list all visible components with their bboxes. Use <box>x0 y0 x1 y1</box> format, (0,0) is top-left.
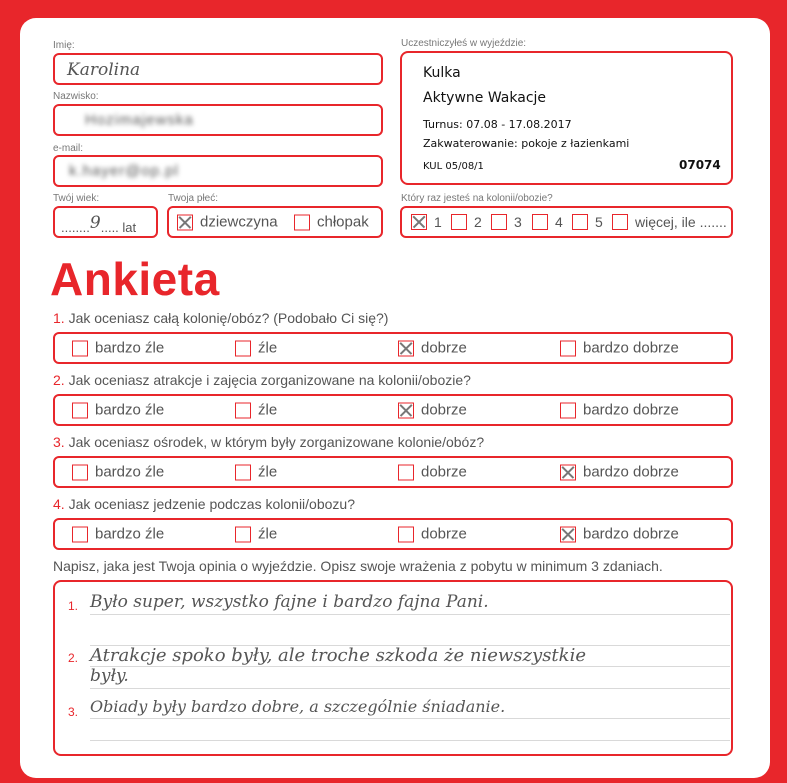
nazwisko-value: Hozimajewska <box>85 111 194 129</box>
trip-turnus: Turnus: 07.08 - 17.08.2017 <box>423 118 572 131</box>
checkbox[interactable] <box>235 464 251 480</box>
trip-zakwaterowanie: Zakwaterowanie: pokoje z łazienkami <box>423 137 630 150</box>
ktory-field <box>400 206 733 238</box>
email-field[interactable] <box>53 155 383 187</box>
checkbox[interactable] <box>560 340 576 356</box>
opinion-num-1: 1. <box>68 599 79 613</box>
imie-label: Imię: <box>53 40 75 51</box>
checkbox-checked[interactable] <box>411 214 427 230</box>
q3-bardzo-zle[interactable]: bardzo źle <box>72 464 164 481</box>
checkbox[interactable] <box>398 464 414 480</box>
wiek-field[interactable] <box>53 206 158 238</box>
q4-bardzo-dobrze[interactable]: bardzo dobrze <box>560 526 679 543</box>
checkbox-checked[interactable] <box>398 402 414 418</box>
checkbox[interactable] <box>560 402 576 418</box>
checkbox[interactable] <box>72 340 88 356</box>
rule-line <box>90 688 730 689</box>
question-3: 3. Jak oceniasz ośrodek, w którym były zorganizowane kolonie/obóz? <box>53 434 485 450</box>
opinion-prompt: Napisz, jaka jest Twoja opinia o wyjeździe. Opisz swoje wrażenia z pobytu w minimum 3 zdaniach. <box>53 558 663 574</box>
nazwisko-field[interactable] <box>53 104 383 136</box>
q3-zle[interactable]: źle <box>235 464 277 481</box>
answer-row-1 <box>53 332 733 364</box>
opinion-answer-3: Obiady były bardzo dobre, a szczególnie śniadanie. <box>90 697 506 716</box>
ktory-opt-wiecej[interactable]: więcej, ile ....... <box>612 214 727 230</box>
nazwisko-label: Nazwisko: <box>53 91 99 102</box>
checkbox[interactable] <box>72 402 88 418</box>
plec-field <box>167 206 383 238</box>
wiek-label: Twój wiek: <box>53 193 100 204</box>
answer-row-4 <box>53 518 733 550</box>
q3-dobrze[interactable]: dobrze <box>398 464 467 481</box>
trip-box <box>400 51 733 185</box>
rule-line <box>90 718 730 719</box>
checkbox[interactable] <box>235 526 251 542</box>
q1-dobrze[interactable]: dobrze <box>398 340 467 357</box>
q4-zle[interactable]: źle <box>235 526 277 543</box>
question-1: 1. Jak oceniasz całą kolonię/obóz? (Podobało Ci się?) <box>53 310 389 326</box>
q4-dobrze[interactable]: dobrze <box>398 526 467 543</box>
wiek-value: 9 <box>89 213 101 233</box>
checkbox[interactable] <box>235 402 251 418</box>
q1-bardzo-zle[interactable]: bardzo źle <box>72 340 164 357</box>
answer-row-2 <box>53 394 733 426</box>
checkbox[interactable] <box>572 214 588 230</box>
checkbox[interactable] <box>72 526 88 542</box>
checkbox[interactable] <box>491 214 507 230</box>
answer-row-3 <box>53 456 733 488</box>
opinion-num-2: 2. <box>68 651 79 665</box>
checkbox[interactable] <box>612 214 628 230</box>
opinion-answer-2b: były. <box>90 666 129 686</box>
trip-line2: Aktywne Wakacje <box>423 90 547 106</box>
q2-bardzo-zle[interactable]: bardzo źle <box>72 402 164 419</box>
wiek-suffix: ..... lat <box>100 220 137 235</box>
checkbox[interactable] <box>72 464 88 480</box>
ktory-opt-5[interactable]: 5 <box>572 214 603 230</box>
email-label: e-mail: <box>53 143 84 154</box>
q1-zle[interactable]: źle <box>235 340 277 357</box>
page-title: Ankieta <box>50 253 220 305</box>
checkbox-checked[interactable] <box>560 526 576 542</box>
opinion-num-3: 3. <box>68 705 79 719</box>
trip-label: Uczestniczyłeś w wyjeździe: <box>401 38 527 49</box>
ktory-opt-2[interactable]: 2 <box>451 214 482 230</box>
trip-line1: Kulka <box>423 65 461 81</box>
rule-line <box>90 614 730 615</box>
ktory-opt-1[interactable]: 1 <box>411 214 442 230</box>
plec-chlopak[interactable]: chłopak <box>294 214 369 231</box>
checkbox[interactable] <box>398 526 414 542</box>
q2-dobrze[interactable]: dobrze <box>398 402 467 419</box>
checkbox[interactable] <box>294 214 310 230</box>
checkbox[interactable] <box>532 214 548 230</box>
ktory-label: Który raz jesteś na kolonii/obozie? <box>401 193 553 204</box>
checkbox[interactable] <box>451 214 467 230</box>
ktory-opt-4[interactable]: 4 <box>532 214 563 230</box>
opinion-answer-2: Atrakcje spoko były, ale troche szkoda że niewszystkie <box>90 645 586 666</box>
q3-bardzo-dobrze[interactable]: bardzo dobrze <box>560 464 679 481</box>
checkbox-checked[interactable] <box>398 340 414 356</box>
q1-bardzo-dobrze[interactable]: bardzo dobrze <box>560 340 679 357</box>
trip-kod: KUL 05/08/1 <box>423 161 484 172</box>
question-4: 4. Jak oceniasz jedzenie podczas kolonii/obozu? <box>53 496 355 512</box>
ktory-opt-3[interactable]: 3 <box>491 214 522 230</box>
rule-line <box>90 666 730 667</box>
opinion-answer-1: Było super, wszystko fajne i bardzo fajna Pani. <box>90 592 489 612</box>
checkbox-checked[interactable] <box>177 214 193 230</box>
q2-zle[interactable]: źle <box>235 402 277 419</box>
rule-line <box>90 740 730 741</box>
plec-label: Twoja płeć: <box>168 193 219 204</box>
email-value: k.hayer@op.pl <box>69 162 179 180</box>
imie-value: Karolina <box>67 60 141 80</box>
plec-dziewczyna[interactable]: dziewczyna <box>177 214 278 231</box>
q4-bardzo-zle[interactable]: bardzo źle <box>72 526 164 543</box>
wiek-prefix: ........ <box>61 220 90 235</box>
question-2: 2. Jak oceniasz atrakcje i zajęcia zorganizowane na kolonii/obozie? <box>53 372 471 388</box>
imie-field[interactable] <box>53 53 383 85</box>
q2-bardzo-dobrze[interactable]: bardzo dobrze <box>560 402 679 419</box>
trip-numer: 07074 <box>679 158 721 172</box>
checkbox[interactable] <box>235 340 251 356</box>
checkbox-checked[interactable] <box>560 464 576 480</box>
